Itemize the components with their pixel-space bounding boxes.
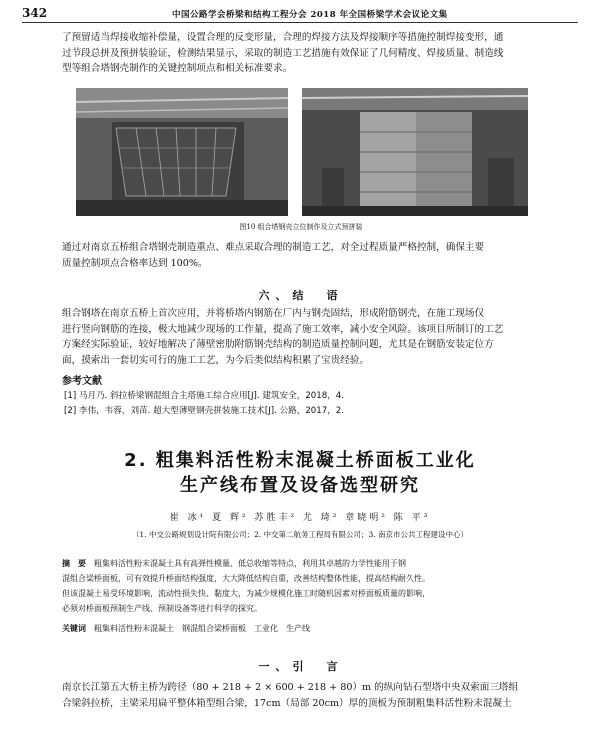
abstract-line: 但该混凝土易受环境影响，流动性损失快、黏度大，为减少规模化施工时随机因素对桥面板质量的影响，	[62, 589, 430, 598]
abstract-line: 混组合梁桥面板，可有效提升桥面结构强度，大大降低结构自重，改善结构整体性能，提高结构耐久性。	[62, 574, 430, 583]
reference-item: [2] 李伟，韦蓉，刘苗. 超大型薄壁钢壳拼装施工技术[J]. 公路，2017，2.	[64, 406, 344, 416]
summary-paragraph	[62, 240, 540, 271]
article-title-line: 2. 粗集料活性粉末混凝土桥面板工业化	[124, 450, 476, 471]
intro-paragraph	[62, 30, 540, 77]
text-line: 面，摸索出一套切实可行的施工工艺，为今后类似结构积累了宝贵经验。	[62, 354, 369, 366]
abstract	[62, 556, 538, 616]
tower-shell-photo-left	[76, 88, 288, 216]
keywords-text: 粗集料活性粉末混凝土 钢混组合梁桥面板 工业化 生产线	[94, 624, 310, 633]
running-title: 中国公路学会桥梁和结构工程分会 2018 年全国桥梁学术会议论文集	[172, 10, 448, 20]
reference-item: [1] 马月乃. 斜拉桥梁钢混组合主塔施工综合应用[J]. 建筑安全，2018，4.	[64, 391, 344, 401]
abstract-line: 必须对桥面板预制生产线、预制设备等进行科学的探究。	[62, 604, 262, 613]
figure-caption: 图10 组合塔钢壳立位制作及立式预拼装	[239, 223, 363, 231]
text-line: 南京长江第五大桥主桥为跨径（80 + 218 + 2 × 600 + 218 + 80）m 的纵向钻石型塔中央双索面三塔组	[62, 682, 519, 693]
running-header	[22, 6, 578, 23]
text-line: 进行竖向钢筋的连接，极大地减少现场的工作量，提高了施工效率，减小安全风险。该项目所制订的工艺	[62, 323, 504, 335]
article-title-line: 生产线布置及设备选型研究	[180, 475, 420, 496]
page-number: 342	[22, 6, 48, 20]
abstract-line: 粗集料活性粉末混凝土具有高弹性模量、低总收缩等特点，利用其卓越的力学性能用于钢	[94, 559, 406, 568]
text-line: 质量控制项点合格率达到 100%。	[62, 257, 208, 269]
conclusion-heading: 六、结 语	[258, 289, 344, 302]
text-line: 型等组合塔钢壳制作的关键控制项点和相关标准要求。	[62, 63, 293, 74]
keywords	[62, 621, 538, 636]
tower-shell-photo-right	[302, 88, 528, 216]
abstract-label: 摘 要	[62, 559, 86, 568]
text-line: 方案经实际验证，较好地解决了薄壁密肋附筋钢壳结构的制造质量控制问题，尤其是在钢筋安装定位方	[62, 339, 494, 350]
text-line: 通过对南京五桥组合塔钢壳制造重点、难点采取合理的制造工艺，对全过程质量严格控制，确保主要	[62, 242, 485, 253]
text-line: 合梁斜拉桥，主梁采用扁平整体箱型组合梁，17cm（局部 20cm）厚的顶板为预制粗集料活性粉末混凝土	[62, 697, 512, 709]
references-heading: 参考文献	[62, 376, 102, 387]
article-title	[40, 448, 560, 498]
introduction-paragraph	[62, 680, 540, 711]
keywords-label: 关键词	[62, 624, 86, 633]
text-line: 过节段总拼及预拼装验证，检测结果显示，采取的制造工艺措施有效保证了几何精度、焊接质量、制造线	[62, 47, 504, 59]
conclusion-paragraph	[62, 306, 540, 368]
reference-list	[64, 389, 534, 419]
text-line: 组合钢塔在南京五桥上首次应用，并将桥塔内钢筋在厂内与钢壳固结，形成附筋钢壳，在施工现场仅	[62, 308, 485, 319]
affiliations: （1. 中交公路规划设计院有限公司；2. 中交第二航务工程局有限公司；3. 南京市公共工程建设中心）	[131, 530, 469, 539]
introduction-heading: 一、引 言	[258, 660, 344, 673]
authors: 崔 冰¹ 夏 辉² 苏胜丰² 尤 琦² 章晓明² 陈 平³	[169, 513, 431, 523]
text-line: 了预留适当焊接收缩补偿量，设置合理的反变形量，合理的焊接方法及焊接顺序等措施控制焊接变形，通	[62, 32, 504, 43]
